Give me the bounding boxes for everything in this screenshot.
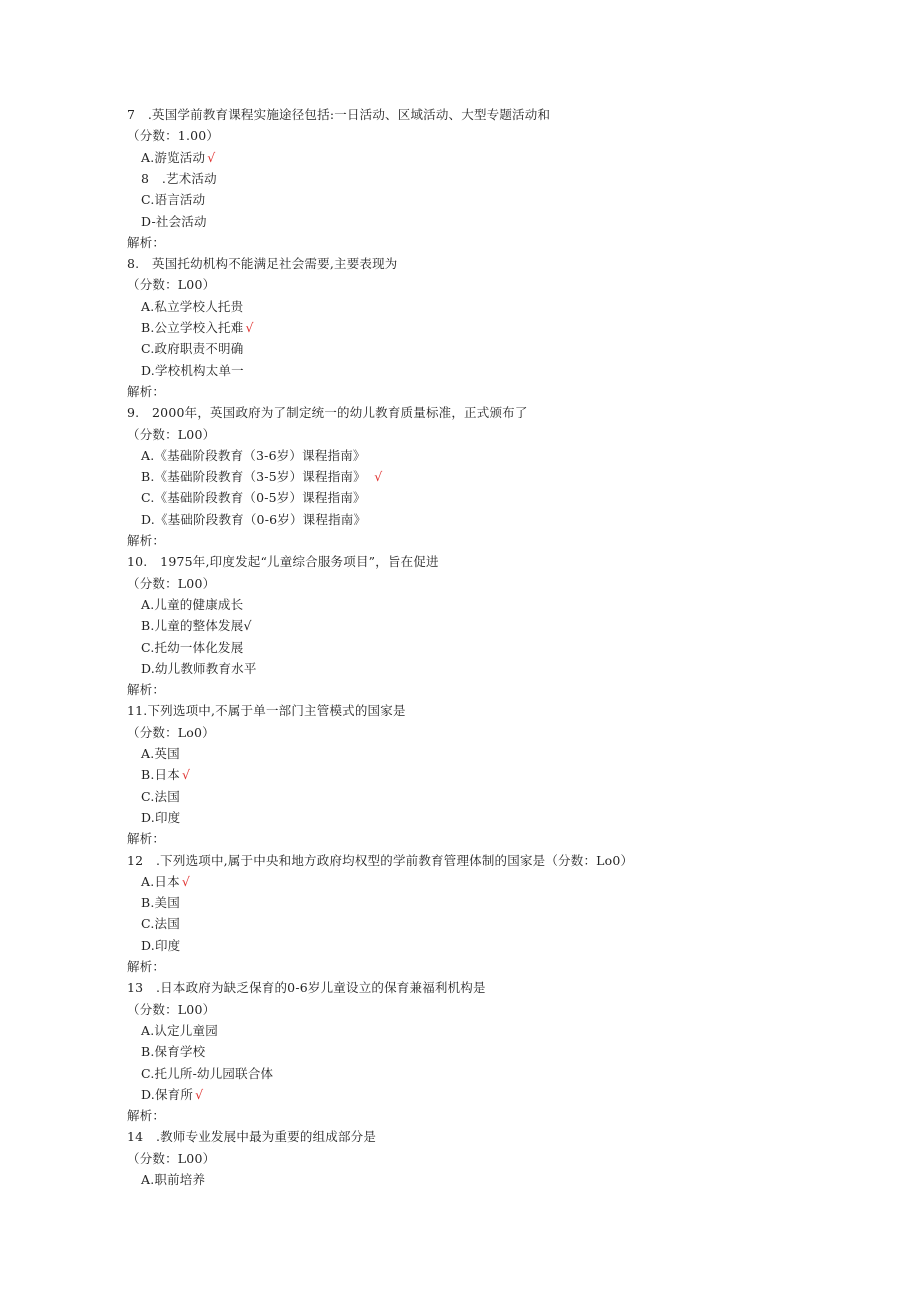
document-line-score bbox=[127, 1001, 215, 1019]
document-line-score bbox=[127, 426, 215, 444]
answer-check-mark: √ bbox=[245, 320, 254, 335]
document-line-option bbox=[141, 447, 366, 465]
answer-check-mark: √ bbox=[181, 767, 191, 783]
analysis-label: 解析： bbox=[127, 831, 166, 847]
option-text: A.认定儿童园 bbox=[141, 1022, 218, 1038]
analysis-label: 解析： bbox=[127, 959, 166, 974]
document-line-option bbox=[141, 639, 243, 657]
document-line-option bbox=[141, 915, 180, 933]
option-text: C.语言活动 bbox=[141, 192, 206, 208]
score-text: （分数：L00） bbox=[127, 277, 216, 293]
option-text: C.政府职责不明确 bbox=[141, 341, 244, 357]
document-line-option bbox=[141, 1171, 205, 1189]
document-line-option bbox=[141, 1065, 273, 1083]
document-line-question bbox=[127, 979, 486, 997]
option-text: C.托儿所-幼儿园联合体 bbox=[141, 1065, 274, 1081]
option-text: B.《基础阶段教育（3-5岁）课程指南》 bbox=[141, 469, 373, 485]
document-line-option bbox=[141, 340, 243, 358]
document-line-option bbox=[141, 596, 243, 614]
option-text: A.游览活动 bbox=[141, 149, 206, 165]
option-text: A.日本 bbox=[141, 873, 180, 889]
document-line-analysis bbox=[127, 681, 165, 699]
document-line-question bbox=[127, 255, 398, 273]
option-text: D.印度 bbox=[141, 809, 181, 825]
analysis-label: 解析： bbox=[127, 533, 166, 548]
document-line-score bbox=[127, 575, 215, 593]
question-text: 11.下列选项中,不属于单一部门主管模式的国家是 bbox=[127, 703, 406, 719]
document-line-score bbox=[127, 276, 215, 294]
answer-check-mark: √ bbox=[195, 1086, 204, 1102]
answer-check-mark: √ bbox=[207, 149, 216, 165]
document-line-option bbox=[141, 362, 244, 380]
document-line-option bbox=[141, 1043, 205, 1061]
document-line-option bbox=[141, 894, 180, 912]
document-line-analysis bbox=[127, 958, 165, 976]
document-line-option bbox=[141, 468, 382, 486]
option-text: A.私立学校人托贵 bbox=[141, 298, 244, 314]
option-text: D.印度 bbox=[141, 937, 181, 953]
option-text: C.《基础阶段教育（0-5岁）课程指南》 bbox=[141, 490, 366, 506]
document-line-question bbox=[127, 553, 439, 571]
document-line-score bbox=[127, 1150, 215, 1168]
option-text: 8 .艺术活动 bbox=[141, 170, 217, 186]
option-text: D.学校机构太单一 bbox=[141, 362, 244, 378]
option-text: D.保育所 bbox=[141, 1086, 194, 1102]
document-line-analysis bbox=[127, 1107, 165, 1125]
question-text: 7 .英国学前教育课程实施途径包括:一日活动、区域活动、大型专题活动和 bbox=[127, 107, 551, 122]
option-text: D.幼儿教师教育水平 bbox=[141, 660, 257, 676]
question-text: 9. 2000年，英国政府为了制定统一的幼儿教育质量标准，正式颁布了 bbox=[127, 405, 528, 421]
option-text: D.《基础阶段教育（0-6岁）课程指南》 bbox=[141, 511, 367, 527]
document-line-option bbox=[141, 170, 217, 188]
option-text: B.儿童的整体发展√ bbox=[141, 618, 252, 634]
document-line-option bbox=[141, 660, 257, 678]
analysis-label: 解析： bbox=[127, 383, 166, 399]
analysis-label: 解析： bbox=[127, 1108, 166, 1124]
document-line-option bbox=[141, 809, 180, 827]
option-text: D-社会活动 bbox=[141, 213, 207, 229]
document-line-option bbox=[141, 788, 180, 806]
document-line-question bbox=[127, 106, 550, 124]
document-line-option bbox=[141, 191, 205, 209]
document-line-analysis bbox=[127, 383, 165, 401]
question-text: 12 .下列选项中,属于中央和地方政府均权型的学前教育管理体制的国家是（分数：Lo0） bbox=[127, 852, 634, 868]
analysis-label: 解析： bbox=[127, 234, 166, 250]
answer-check-mark: √ bbox=[374, 469, 383, 485]
document-line-option bbox=[141, 319, 254, 337]
question-text: 10. 1975年,印度发起“儿童综合服务项目”，旨在促进 bbox=[127, 554, 439, 570]
score-text: （分数：L00） bbox=[127, 575, 216, 591]
document-line-option bbox=[141, 1086, 203, 1104]
document-line-score bbox=[127, 724, 215, 742]
document-line-option bbox=[141, 1022, 218, 1040]
option-text: C.托幼一体化发展 bbox=[141, 639, 244, 655]
document-line-question bbox=[127, 1128, 376, 1146]
score-text: （分数：1.00） bbox=[127, 128, 220, 144]
document-line-option bbox=[141, 873, 190, 891]
document-line-score bbox=[127, 127, 219, 145]
option-text: C.法国 bbox=[141, 788, 180, 804]
document-line-option bbox=[141, 149, 215, 167]
question-text: 8. 英国托幼机构不能满足社会需要,主要表现为 bbox=[127, 256, 398, 272]
document-line-option bbox=[141, 617, 252, 635]
document-line-question bbox=[127, 404, 528, 422]
document-line-option bbox=[141, 511, 366, 529]
option-text: B.日本 bbox=[141, 767, 180, 783]
option-text: A.儿童的健康成长 bbox=[141, 596, 244, 612]
document-line-option bbox=[141, 766, 190, 784]
score-text: （分数：L00） bbox=[127, 1001, 216, 1017]
option-text: B.保育学校 bbox=[141, 1044, 206, 1060]
option-text: C.法国 bbox=[141, 916, 180, 932]
document-line-analysis bbox=[127, 234, 165, 252]
answer-check-mark: √ bbox=[181, 873, 190, 889]
option-text: B.美国 bbox=[141, 895, 180, 911]
score-text: （分数：L00） bbox=[127, 426, 216, 442]
document-line-option bbox=[141, 489, 366, 507]
question-text: 14 .教师专业发展中最为重要的组成部分是 bbox=[127, 1129, 377, 1145]
document-line-analysis bbox=[127, 532, 165, 550]
document-line-option bbox=[141, 745, 180, 763]
analysis-label: 解析： bbox=[127, 682, 166, 698]
score-text: （分数：L00） bbox=[127, 1150, 216, 1166]
option-text: A.《基础阶段教育（3-6岁）课程指南》 bbox=[141, 447, 366, 463]
document-line-question bbox=[127, 852, 633, 870]
question-text: 13 .日本政府为缺乏保育的0-6岁儿童设立的保育兼福利机构是 bbox=[127, 980, 486, 996]
document-line-analysis bbox=[127, 830, 165, 848]
option-text: B.公立学校入托难 bbox=[141, 320, 244, 335]
document-line-question bbox=[127, 702, 406, 720]
document-line-option bbox=[141, 213, 207, 231]
document-line-option bbox=[141, 298, 243, 316]
option-text: A.职前培养 bbox=[141, 1172, 206, 1187]
document-line-option bbox=[141, 937, 180, 955]
option-text: A.英国 bbox=[141, 746, 180, 761]
score-text: （分数：Lo0） bbox=[127, 724, 215, 740]
